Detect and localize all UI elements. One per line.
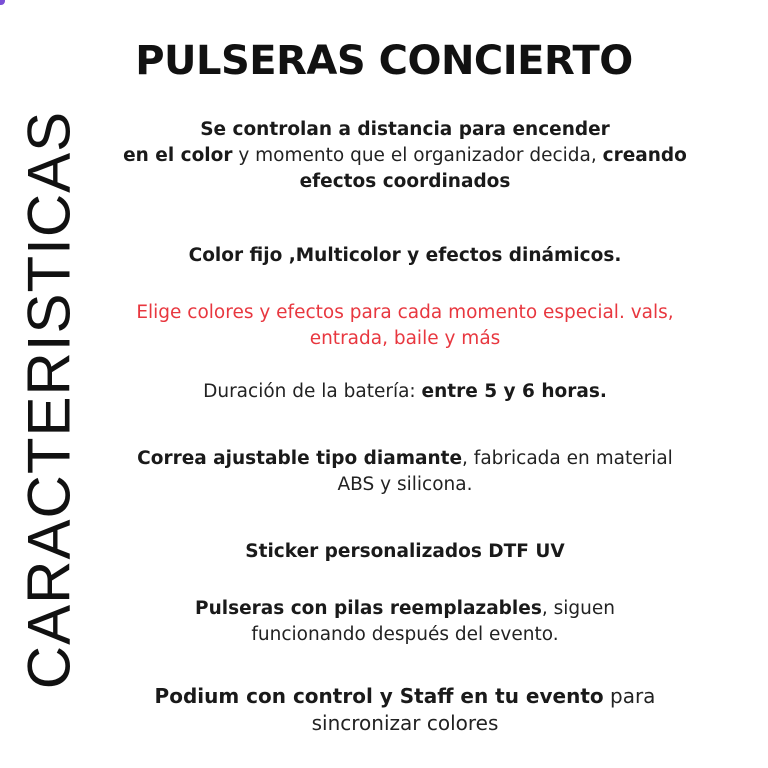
feature-podium-line2: sincronizar colores: [311, 711, 499, 735]
feature-choose-line1: Elige colores y efectos para cada momento especial. vals,: [136, 302, 674, 323]
feature-podium-text: para: [603, 684, 656, 708]
feature-podium: [90, 683, 720, 737]
feature-remote-bold2: creando: [602, 145, 687, 166]
feature-colors: [90, 243, 720, 269]
feature-battery: [90, 379, 720, 405]
feature-batteries-line2: funcionando después del evento.: [251, 624, 559, 645]
feature-choose-effects: [90, 300, 720, 352]
feature-batteries: [90, 596, 720, 648]
feature-remote-line3: efectos coordinados: [299, 171, 511, 192]
feature-strap: [90, 446, 720, 498]
feature-choose-line2: entrada, baile y más: [309, 328, 501, 349]
feature-strap-line2: ABS y silicona.: [337, 474, 473, 495]
feature-battery-text: Duración de la batería:: [203, 381, 422, 402]
feature-remote-bold1: en el color: [123, 145, 233, 166]
feature-sticker: [90, 539, 720, 565]
feature-batteries-text: , siguen: [541, 598, 615, 619]
feature-sticker-text: Sticker personalizados DTF UV: [245, 541, 565, 562]
page-title: PULSERAS CONCIERTO: [135, 38, 633, 84]
feature-remote-line1: Se controlan a distancia para encender: [200, 119, 610, 140]
feature-strap-text: , fabricada en material: [462, 448, 673, 469]
feature-batteries-bold: Pulseras con pilas reemplazables: [195, 598, 542, 619]
feature-strap-bold: Correa ajustable tipo diamante: [137, 448, 463, 469]
corner-mark: [0, 0, 5, 5]
feature-battery-bold: entre 5 y 6 horas.: [421, 381, 607, 402]
feature-colors-text: Color fijo ,Multicolor y efectos dinámicos.: [188, 245, 622, 266]
feature-remote-text: y momento que el organizador decida,: [232, 145, 603, 166]
feature-remote-control: [90, 117, 720, 195]
feature-podium-bold: Podium con control y Staff en tu evento: [154, 684, 604, 708]
side-label: CARACTERISTICAS: [15, 110, 83, 690]
